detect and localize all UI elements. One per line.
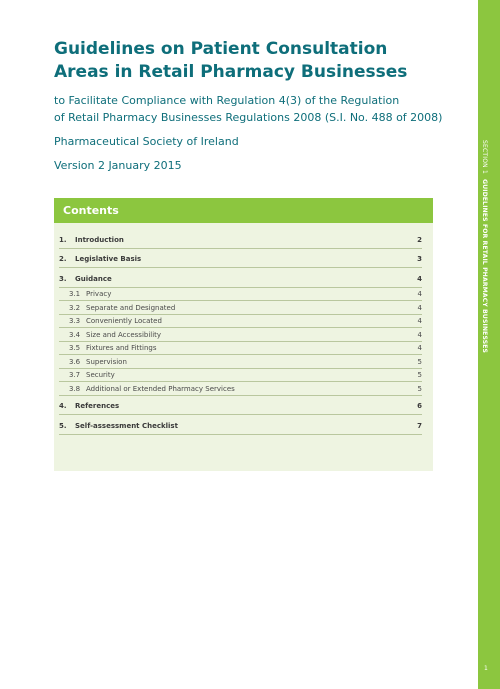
toc-entry[interactable] — [59, 301, 422, 315]
toc-entry-label — [59, 255, 141, 263]
toc-entry-title: Separate and Designated — [86, 303, 176, 312]
toc-entry-page: 2 — [417, 235, 422, 244]
toc-entry-label — [69, 304, 175, 312]
toc-entry-label — [59, 402, 119, 410]
toc-entry-page: 4 — [417, 290, 422, 298]
toc-entry-title: Additional or Extended Pharmacy Services — [86, 384, 235, 393]
toc-entry-number: 3.7 — [69, 371, 81, 379]
toc-entry-label — [59, 422, 178, 430]
sidebar-section-number: SECTION 1 — [481, 140, 488, 174]
toc-entry-title: Guidance — [75, 274, 112, 283]
table-of-contents — [59, 229, 422, 435]
toc-entry-page: 7 — [417, 421, 422, 430]
document-subtitle — [54, 92, 454, 126]
toc-entry[interactable] — [59, 315, 422, 329]
toc-entry[interactable] — [59, 382, 422, 396]
toc-entry-title: Fixtures and Fittings — [86, 344, 157, 352]
toc-entry-page: 5 — [417, 357, 422, 366]
toc-entry-number: 3.2 — [69, 303, 81, 312]
toc-entry[interactable] — [59, 288, 422, 302]
toc-entry-title: Security — [86, 371, 115, 379]
toc-entry-number: 1. — [59, 235, 67, 244]
toc-entry-title: Privacy — [86, 290, 112, 298]
toc-entry-number: 5. — [59, 421, 67, 430]
toc-entry-page: 4 — [417, 344, 422, 352]
toc-entry-page: 3 — [417, 255, 422, 263]
toc-entry-page: 6 — [417, 402, 422, 410]
toc-entry[interactable] — [59, 355, 422, 369]
contents-heading: Contents — [54, 198, 433, 223]
toc-entry-number: 3.1 — [69, 290, 81, 298]
toc-entry-number: 3. — [59, 274, 67, 283]
toc-entry-label — [69, 358, 127, 366]
toc-entry-title: Self-assessment Checklist — [75, 421, 178, 430]
toc-entry-number: 3.3 — [69, 317, 81, 325]
toc-entry-number: 4. — [59, 402, 67, 410]
toc-entry-label — [59, 275, 112, 283]
toc-entry-label — [69, 385, 235, 393]
toc-entry-title: Supervision — [86, 357, 127, 366]
toc-entry-label — [69, 290, 111, 298]
subtitle-line-2: of Retail Pharmacy Businesses Regulations 2008 (S.I. No. 488 of 2008) — [54, 111, 443, 124]
toc-entry[interactable] — [59, 342, 422, 356]
toc-entry-number: 3.5 — [69, 344, 81, 352]
toc-entry-page: 5 — [417, 384, 422, 393]
toc-entry[interactable] — [59, 396, 422, 416]
toc-entry-label — [69, 317, 162, 325]
toc-entry-page: 4 — [417, 303, 422, 312]
toc-entry-label — [69, 344, 157, 352]
subtitle-line-1: to Facilitate Compliance with Regulation 4(3) of the Regulation — [54, 94, 400, 107]
toc-entry-label — [69, 371, 115, 379]
title-line-1: Guidelines on Patient Consultation — [54, 39, 388, 59]
toc-entry-title: Size and Accessibility — [86, 330, 162, 339]
page-number: 1 — [484, 665, 488, 672]
toc-entry-page: 4 — [417, 330, 422, 339]
toc-entry[interactable] — [59, 249, 422, 269]
sidebar-section-title: GUIDELINES FOR RETAIL PHARMACY BUSINESSES — [481, 179, 488, 354]
toc-entry-title: References — [75, 402, 120, 410]
version-label: Version 2 January 2015 — [54, 159, 182, 172]
toc-entry[interactable] — [59, 229, 422, 249]
sidebar-section-label — [481, 140, 488, 353]
contents-panel — [54, 198, 433, 471]
document-title — [54, 38, 434, 84]
toc-entry[interactable] — [59, 268, 422, 288]
toc-entry-number: 2. — [59, 255, 67, 263]
toc-entry-number: 3.4 — [69, 330, 81, 339]
toc-entry-page: 4 — [417, 317, 422, 325]
toc-entry-page: 5 — [417, 371, 422, 379]
toc-entry-title: Conveniently Located — [86, 317, 162, 325]
toc-entry[interactable] — [59, 415, 422, 435]
toc-entry-page: 4 — [417, 274, 422, 283]
toc-entry[interactable] — [59, 328, 422, 342]
toc-entry-number: 3.8 — [69, 384, 81, 393]
toc-entry-number: 3.6 — [69, 357, 81, 366]
toc-entry-title: Legislative Basis — [75, 255, 142, 263]
title-line-2: Areas in Retail Pharmacy Businesses — [54, 62, 408, 82]
toc-entry-title: Introduction — [75, 235, 124, 244]
toc-entry-label — [69, 331, 161, 339]
toc-entry[interactable] — [59, 369, 422, 383]
organisation-name: Pharmaceutical Society of Ireland — [54, 135, 239, 148]
toc-entry-label — [59, 236, 124, 244]
